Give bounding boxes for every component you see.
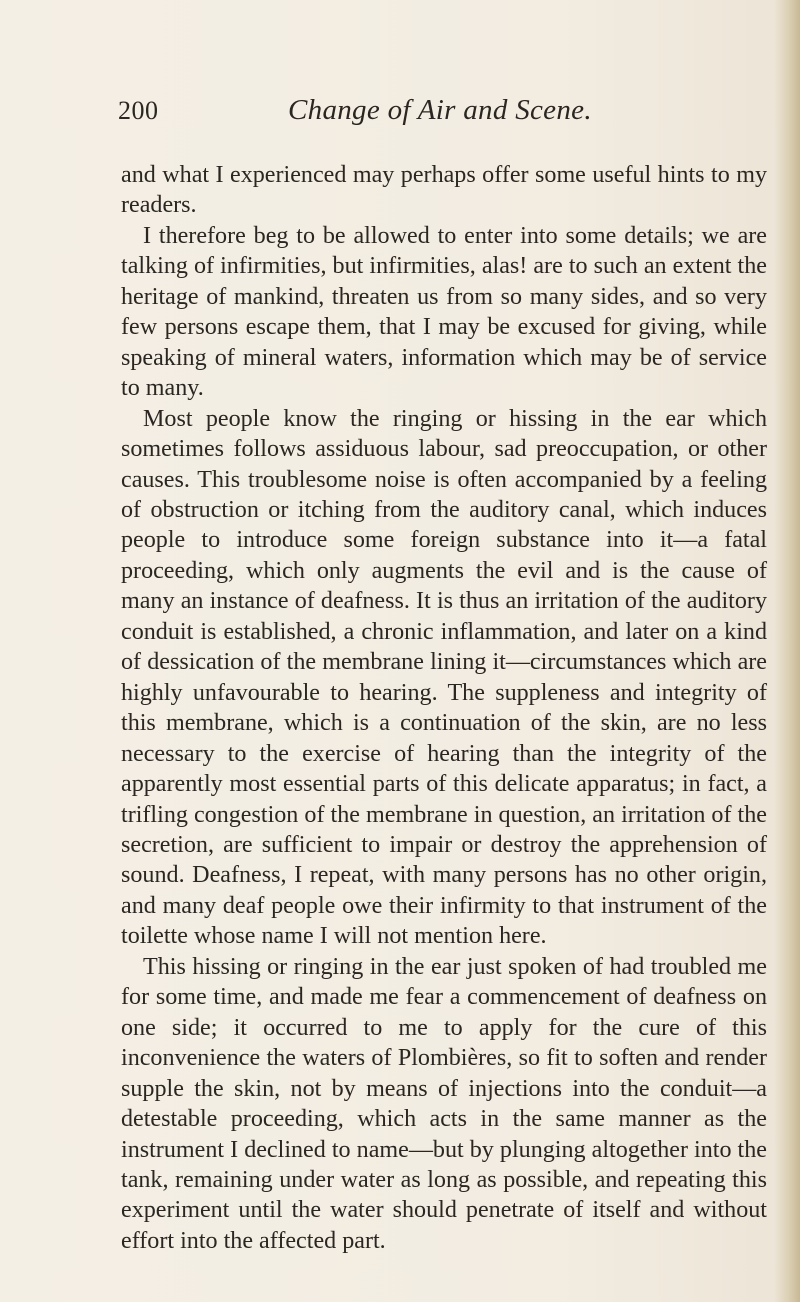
page-edge-shading: [774, 0, 800, 1302]
paragraph: Most people know the ringing or hissing in the ear which sometimes follows assiduous labour, sad preoccupation, or other causes. This troublesome noise is often accompanied by a feeling of obstruction or itching from the auditory canal, which induces people to introduce some foreign substance into it—a fatal proceeding, which only augments the evil and is the cause of many an instance of deafness. It is thus an irritation of the auditory conduit is established, a chronic inflammation, and later on a kind of dessication of the membrane lining it—circumstances which are highly unfavourable to hearing. The suppleness and integrity of this membrane, which is a continuation of the skin, are no less necessary to the exercise of hearing than the integrity of the apparently most essential parts of this delicate apparatus; in fact, a trifling congestion of the membrane in question, an irritation of the secretion, are sufficient to impair or destroy the apprehension of sound. Deafness, I repeat, with many persons has no other origin, and many deaf people owe their infirmity to that instrument of the toilette whose name I will not mention here.: [121, 405, 767, 950]
paragraph: I therefore beg to be allowed to enter into some details; we are talking of infirmities, but infirmities, alas! are to such an extent the heritage of mankind, threaten us from so many sides, and so very few persons escape them, that I may be excused for giving, while speaking of mineral waters, information which may be of service to many.: [121, 222, 767, 402]
running-header: [118, 92, 768, 140]
page-number: 200: [118, 96, 159, 125]
paragraph: This hissing or ringing in the ear just spoken of had troubled me for some time, and made me fear a commencement of deafness on one side; it occurred to me to apply for the cure of this inconvenience the waters of Plombières, so fit to soften and render supple the skin, not by means of injections into the conduit—a detestable proceeding, which acts in the same manner as the instrument I declined to name—but by plunging altogether into the tank, remaining under water as long as possible, and repeating this experiment until the water should penetrate of itself and without effort into the affected part.: [121, 953, 767, 1254]
paragraph: and what I experienced may perhaps offer some useful hints to my readers.: [121, 162, 767, 219]
body-text: [121, 160, 767, 1256]
chapter-title: Change of Air and Scene.: [288, 94, 592, 126]
